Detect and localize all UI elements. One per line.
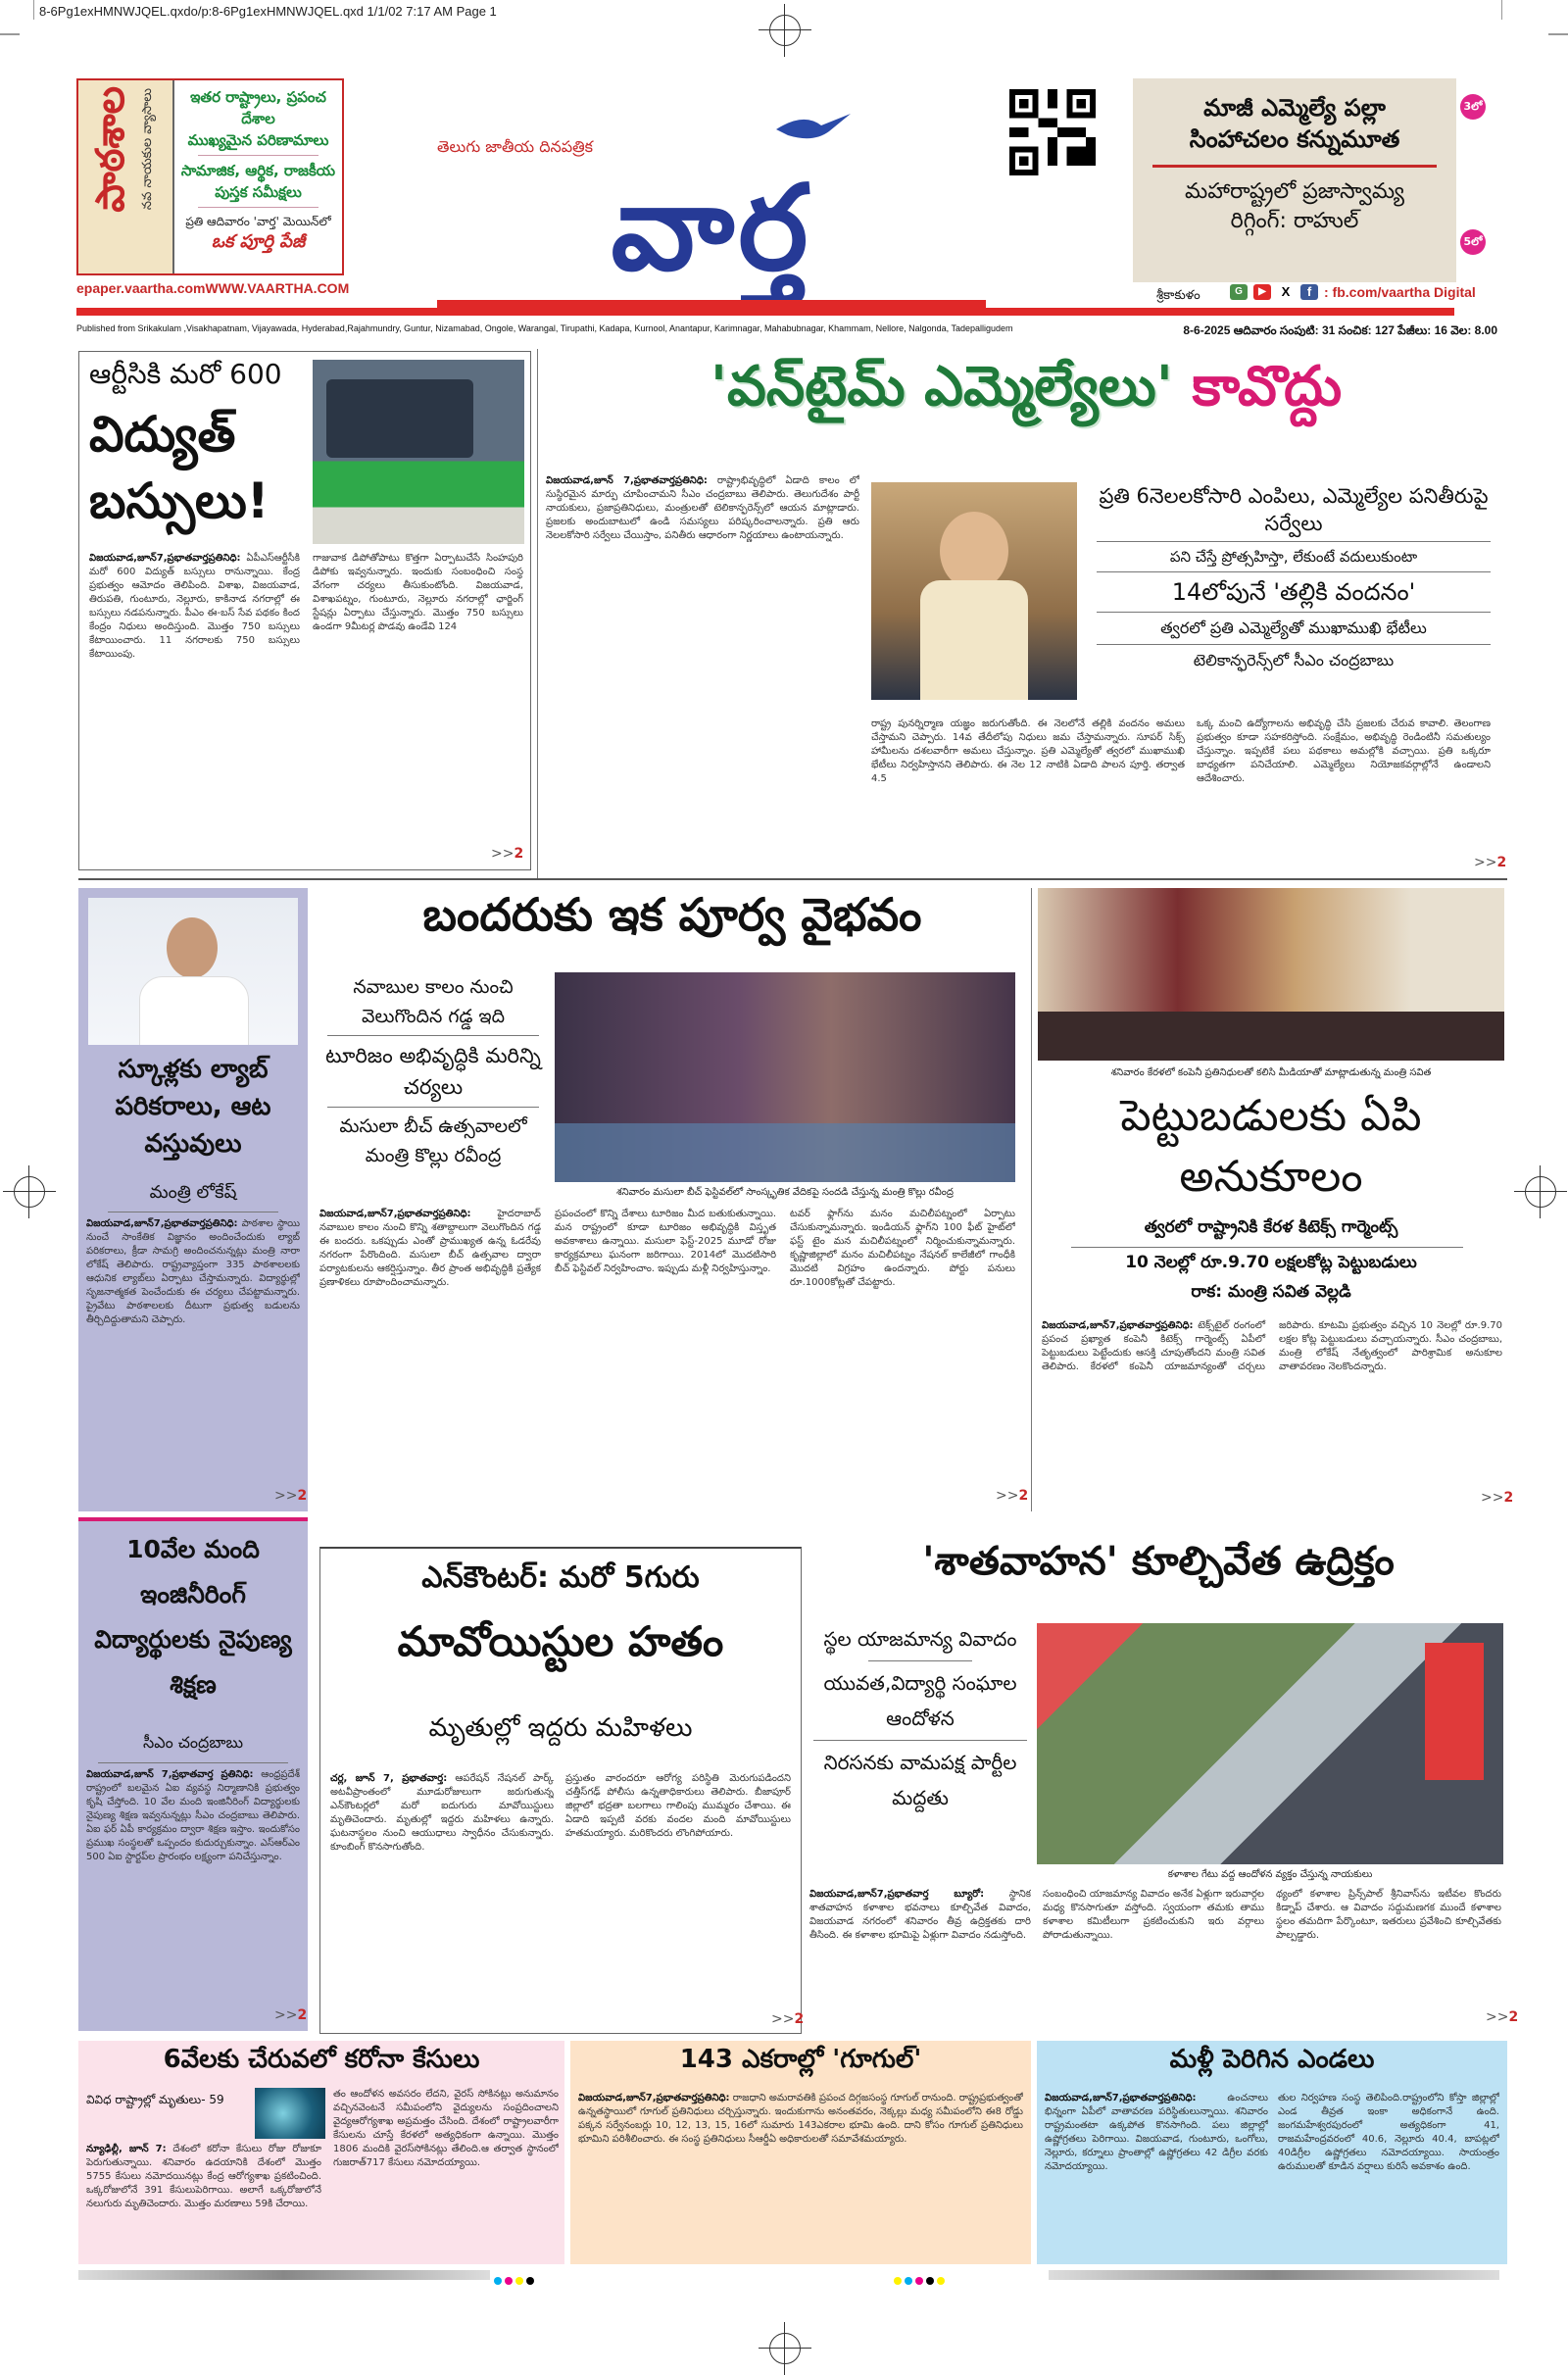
continued-marker[interactable]: >>2 [274, 2007, 308, 2023]
article-body: గాజువాక డిపోతోపాటు కొత్తగా ఏర్పాటుచేసే సింహపురి డిపోకు ఇవ్వనున్నారు. ఇందుకు సంబంధించి సంస్థ వేగంగా చర్యలు తీసుకుంటోంది. విజయవాడ, విశాఖపట్నం, గుంటూరు, నెల్లూరు నగరాల్లో ఛార్జింగ్ స్టేషన్లు ఏర్పాటు చేస్తున్నారు. మొత్తం 750 బస్సులు ఉండగా 9మీటర్ల పొడవు ఉండేవి 124 [313, 553, 523, 632]
article-kicker: ఆర్టీసికి మరో 600 [89, 358, 282, 390]
promo-line: ప్రతి ఆదివారం 'వార్త' మెయిన్‌లో [185, 215, 331, 228]
continued-marker[interactable]: >>2 [1486, 2009, 1519, 2025]
article-corona-cases [78, 2041, 564, 2264]
website-link[interactable]: WWW.VAARTHA.COM [205, 280, 350, 296]
lead-deck-1: ప్రతి 6నెలలకోసారి ఎంపిలు, ఎమ్మెల్యేల పనితీరుపై సర్వేలు [1099, 484, 1489, 535]
facebook-icon[interactable]: f [1300, 284, 1318, 300]
article-google-campus [570, 2041, 1031, 2264]
issue-info: 8-6-2025 ఆదివారం సంపుటి: 31 సంచిక: 127 పేజీలు: 16 వెల: 8.00 [1183, 323, 1497, 337]
protest-photo [1037, 1623, 1503, 1864]
article-dateline: న్యూఢిల్లీ, జూన్ 7: [86, 2144, 167, 2154]
article-dateline: విజయవాడ,జూన్7,ప్రభాతవార్తప్రతినిధి: [578, 2093, 730, 2103]
color-bar-right [1049, 2270, 1499, 2280]
corona-deck: వివిధ రాష్ట్రాల్లో మృతులు- 59 [86, 2093, 224, 2106]
invest-deck-2: 10 నెలల్లో రూ.9.70 లక్షలకోట్ల పెట్టుబడులు [1125, 1253, 1417, 1272]
article-dateline: చర్ల, జూన్ 7, ప్రభాతవార్త: [330, 1773, 448, 1784]
continued-marker[interactable]: >>2 [1474, 855, 1507, 870]
article-body: ఆపరేషన్ నేషనల్ పార్క్ అటవీప్రాంతంలో మూడురోజులుగా జరుగుతున్న ఎన్‌కౌంటర్లలో మరో ఐదుగురు మావోయిస్టులు మృతిచెందారు. మృతుల్లో ఇద్దరు మహిళలు ఉన్నారు. ఘటనాస్థలం నుంచి ఆయుధాలు స్వాధీనం చేసుకున్నారు. కూంబింగ్ కొనసాగుతోంది. [330, 1773, 554, 1853]
printer-slug: 8-6Pg1exHMNWJQEL.qxdo/p:8-6Pg1exHMNWJQEL.qxd 1/1/02 7:17 AM Page 1 [39, 4, 497, 19]
article-body: రాష్ట్ర పునర్నిర్మాణ యజ్ఞం జరుగుతోంది. ఈ నెలలోనే తల్లికి వందనం అమలు చేస్తామని చెప్పారు. 14వ తేదీలోపు నిధులు జమ చేస్తామన్నారు. సూపర్ సిక్స్ హామీలను దశలవారీగా అమలు చేస్తున్నాం. ప్రతి ఎమ్మెల్యేతో త్వరలో ముఖాముఖి భేటీలు నిర్వహిస్తానని తెలిపారు. ఈ నెల 12 నాటికి ఏడాది పాలన పూర్తి. తర్వాత 4.5 [871, 718, 1185, 784]
epaper-link[interactable]: epaper.vaartha.com [76, 280, 206, 296]
article-body: తం ఆందోళన అవసరం లేదని, వైరస్ సోకినట్లు అనుమానం వచ్చినవెంటనే సమీపంలోని వైద్యులను సంప్రదించాలని వైద్యఆరోగ్యశాఖ అప్రమత్తం చేసింది. దేశంలో రాష్ట్రాలవారీగా కేసులను చూస్తే కేరళలో అత్యధికంగా ఉన్నాయి. మొత్తం 1806 మందికి వైరస్‌సోకినట్లు తేలింది.ఆ తర్వాత స్థానంలో గుజరాత్717 కేసులు నమోదయ్యాయి. [333, 2089, 559, 2168]
social-links [1230, 284, 1476, 300]
promo-side-title: పాఠశాల [88, 86, 133, 213]
bandar-deck-3: మసులా బీచ్ ఉత్సవాలలో మంత్రి కొల్లు రవీంద్ర [339, 1115, 527, 1166]
satavahana-deck-1: స్థల యాజమాన్య వివాదం [823, 1627, 1017, 1651]
article-dateline: విజయవాడ,జూన్7,ప్రభాతవార్తప్రతినిధి: [1042, 1320, 1194, 1331]
google-news-icon[interactable]: G [1230, 284, 1248, 300]
logo-underline [437, 300, 986, 308]
lead-deck-2: పని చేస్తే ప్రోత్సహిస్తా, లేకుంటే వదులుకుంటా [1169, 548, 1418, 566]
electric-bus-photo [313, 360, 524, 544]
promo-line: ఇతర రాష్ట్రాలు, ప్రపంచ దేశాల [190, 88, 326, 127]
minister-lokesh-photo [88, 898, 298, 1045]
article-body: హైదరాబాద్ నవాబుల కాలం నుంచి కొన్ని శతాబ్దాలుగా వెలుగొందిన గడ్డ ఈ బందరు. ఒకప్పుడు ఎంతో ప్రాముఖ్యత ఉన్న ఓడరేవు నగరంగా పేరొందింది. మసులా బీచ్ ఉత్సవాల ద్వారా పర్యాటకులను ఆకర్షిస్తున్నాం. తీర ప్రాంత అభివృద్ధికి ప్రత్యేక ప్రణాళికలు రూపొందించామన్నారు. [319, 1209, 541, 1288]
encounter-headline-1: ఎన్‌కౌంటర్: మరో 5గురు [421, 1560, 700, 1595]
photo-caption: శనివారం మసులా బీచ్ ఫెస్టివల్‌లో సాంస్కృతిక వేదికపై సందడి చేస్తున్న మంత్రి కొల్లు రవీంద్ర [616, 1187, 954, 1198]
lead-deck-5: టెలికాన్ఫరెన్స్‌లో సీఎం చంద్రబాబు [1193, 651, 1395, 669]
published-from: Published from Srikakulam ,Visakhapatnam, Vijayawada, Hyderabad,Rajahmundry, Guntur, Nizamabad, Ongole, Warangal, Tirupathi, Kadapa, Kurnool, Anantapur, Karimnagar, Mahabubnagar, Khammam, Nellore, Nalgonda, Tadepalligudem [76, 323, 1013, 333]
photo-caption: శనివారం కేరళలో కంపెనీ ప్రతినిధులతో కలిసి మీడియాతో మాట్లాడుతున్న మంత్రి సవిత [1110, 1067, 1432, 1078]
article-dateline: విజయవాడ,జూన్7,ప్రభాతవార్తప్రతినిధి: [1045, 2093, 1197, 2103]
crop-line [1548, 33, 1568, 35]
bandar-deck-1: నవాబుల కాలం నుంచి వెలుగొందిన గడ్డ ఇది [353, 976, 514, 1027]
crop-line [1501, 0, 1502, 20]
article-dateline: విజయవాడ,జూన్7,ప్రభాతవార్త బ్యూరో: [809, 1889, 985, 1900]
beach-festival-photo [555, 972, 1015, 1182]
satavahana-deck-2: యువత,విద్యార్థి సంఘాల ఆందోళన [823, 1671, 1017, 1730]
promo-side-subtitle: నవ నాయకుల వ్యాసాలు [140, 88, 155, 211]
article-body: ప్రస్తుతం వారందరూ ఆరోగ్య పరిస్థితి మెరుగుపడిందని చత్తీస్‌గఢ్ పోలీసు ఉన్నతాధికారులు తెలిపారు. బీజాపూర్ జిల్లాలో భద్రతా బలగాలు గాలింపు ముమ్మరం చేశాయి. ఈ ఏడాది ఇప్పటి వరకు వందల మంది మావోయిస్టులు హతమయ్యారు. మరికొందరు లొంగిపోయారు. [565, 1773, 791, 1839]
lead-headline-magenta: కావొద్దు [1192, 355, 1343, 419]
teaser-item-2[interactable]: మహారాష్ట్రలో ప్రజాస్వామ్య రిగ్గింగ్: రాహుల్ [1184, 179, 1404, 233]
dove-icon [774, 110, 853, 143]
article-body: ఆంధ్రప్రదేశ్ రాష్ట్రంలో బలమైన ఏఐ వ్యవస్థ నిర్మాణానికి ప్రభుత్వం కృషి చేస్తోంది. 10 వేల మంది ఇంజినీరింగ్ విద్యార్థులకు నైపుణ్య శిక్షణ ఇవ్వనున్నట్లు సీఎం చంద్రబాబు తెలిపారు. ఏఐ ఫర్ ఏపీ కార్యక్రమం ద్వారా శిక్షణ ఇస్తాం. ఇందుకోసం ప్రముఖ సంస్థలతో ఒప్పందం కుదుర్చుకున్నాం. ఎస్ఆర్ఎం 500 ఏఐ స్టార్టప్‌ల ప్రారంభం లక్ష్యంగా పనిచేస్తున్నాం. [86, 1769, 300, 1862]
article-encounter [319, 1547, 805, 2034]
inside-pages-teaser[interactable] [1133, 78, 1456, 282]
article-body: తుల నిర్వహణ సంస్థ తెలిపింది.రాష్ట్రంలోని కోస్తా జిల్లాల్లో ఎండ తీవ్రత ఇంకా అధికంగానే ఉంది. జంగమహేశ్వరపురంలో అత్యధికంగా 41, రాజమహేంద్రవరంలో 40.6, నెల్లూరు 40.4, బాపట్లలో 40డిగ్రీల ఉష్ణోగ్రతలు నమోదయ్యాయి. సాయంత్రం ఉరుములతో కూడిన వర్షాలు కురిసే అవకాశం ఉంది. [1278, 2093, 1499, 2172]
logo-text: వార్త [611, 161, 812, 297]
page-badge: 5లో [1460, 229, 1486, 255]
encounter-deck: మృతుల్లో ఇద్దరు మహిళలు [428, 1713, 693, 1743]
lead-headline-green: 'వన్‌టైమ్ ఎమ్మెల్యేలు' [710, 355, 1173, 419]
article-engineering-training [78, 1521, 308, 2031]
article-heat-wave [1037, 2041, 1507, 2264]
promo-line: సామాజిక, ఆర్థిక, రాజకీయ [180, 162, 336, 179]
facebook-handle[interactable]: : fb.com/vaartha Digital [1324, 284, 1476, 300]
article-dateline: విజయవాడ,జూన్7,ప్రభాతవార్తప్రతినిధి: [86, 1218, 238, 1229]
virus-image [255, 2088, 325, 2139]
article-body: రాజధాని అమరావతికి ప్రపంచ దిగ్గజసంస్థ గూగుల్ రానుంది. రాష్ట్రప్రభుత్వంతో ఉన్నతస్థాయిలో గూగుల్ ప్రతినిధులు చర్చిస్తున్నారు. ఇందుకుగాను అనంతవరం, నెక్కల్లు మధ్య సమీపంలోని ఈ8 రోడ్డు పక్కన సర్వేనంబర్లు 10, 12, 13, 15, 16లో సుమారు 143ఎకరాల భూమి ఉంది. దాని కోసం గూగుల్ ప్రతినిధులు భూమిని పరిశీలించారు. ఈ సంస్థ ప్రతినిధులు సీఆర్డీఏ అధికారులతో సమావేశమయ్యారు. [578, 2093, 1023, 2145]
edition-city: శ్రీకాకుళం [1156, 288, 1200, 303]
article-dateline: విజయవాడ,జూన్ 7,ప్రభాతవార్త ప్రతినిధి: [86, 1769, 254, 1780]
registration-mark-top [769, 15, 801, 46]
article-school-labs [78, 888, 308, 1511]
crop-line [33, 0, 34, 20]
continued-marker[interactable]: >>2 [996, 1488, 1029, 1504]
article-body: టెక్స్‌టైల్ రంగంలో ప్రపంచ ప్రఖ్యాత కంపెనీ కిటెక్స్ గార్మెంట్స్ ఏపీలో పెట్టుబడులు పెట్టేందుకు ఆసక్తి చూపుతోందని మంత్రి సవిత తెలిపారు. కేరళలో కంపెనీ యాజమాన్యంతో చర్చలు జరిపారు. కూటమి ప్రభుత్వం వచ్చిన 10 నెలల్లో రూ.9.70 లక్షల కోట్ల పెట్టుబడులు వచ్చాయన్నారు. సీఎం చంద్రబాబు, మంత్రి లోకేష్ నేతృత్వంలో పారిశ్రామిక అనుకూల వాతావరణం నెలకొందన్నారు. [1042, 1320, 1502, 1372]
article-body: ఏపీఎస్ఆర్టీసీకి మరో 600 విద్యుత్ బస్సులు రానున్నాయి. కేంద్ర ప్రభుత్వం ఆమోదం తెలిపింది. విశాఖ, విజయవాడ, తిరుపతి, గుంటూరు, నెల్లూరు, కాకినాడ నగరాల్లో ఈ బస్సులు నడపనున్నారు. పీఎం ఈ-బస్ సేవ పథకం కింద కేంద్రం నిధులు అందిస్తుంది. మొత్తం 750 బస్సులు కేటాయించారు. 11 నగరాలకు 750 బస్సులు కేటాయింపు. [89, 553, 300, 660]
article-body: పాఠశాల స్థాయి నుంచే సాంకేతిక విజ్ఞానం అందించేందుకు ల్యాబ్ పరికరాలు, క్రీడా సామగ్రి అందించనున్నట్లు మంత్రి నారా లోకేష్ తెలిపారు. రాష్ట్రవ్యాప్తంగా 335 పాఠశాలలకు ఆధునిక ల్యాబ్‌లు ఏర్పాటు చేస్తామన్నారు. విద్యార్థుల్లో సృజనాత్మకత పెంచేందుకు ఈ చర్యలు చేపట్టామన్నారు. ప్రైవేటు పాఠశాలలకు దీటుగా ప్రభుత్వ బడులను తీర్చిదిద్దుతామని చెప్పారు. [86, 1218, 300, 1325]
promo-line: పుస్తక సమీక్షలు [215, 183, 302, 201]
photo-caption: కళాశాల గేటు వద్ద ఆందోళన వ్యక్తం చేస్తున్న నాయకులు [1167, 1869, 1373, 1880]
article-bandar-tourism [319, 888, 1029, 1511]
encounter-headline-2: మావోయిస్టుల హతం [397, 1617, 724, 1665]
article-body: స్థానిక శాతవాహన కళాశాల భవనాలు కూల్చివేత వివాదం, విజయవాడ నగరంలో శనివారం తీవ్ర ఉద్రిక్తతకు దారి తీసింది. ఈ కళాశాల భూమిపై ఏళ్లుగా వివాదం నడుస్తోంది. [809, 1889, 1031, 1941]
registration-mark-left [14, 1176, 45, 1208]
article-body: టవర్ ఫ్లాగ్‌ను మనం మచిలీపట్నంలో ఏర్పాటు చేసుకున్నామన్నారు. ఇండియన్ ఫ్లాగ్‌ని 100 ఫీట్ హైట్‌లో ఫస్ట్ టైం మన మచిలీపట్నంలో నిర్మించుకున్నామన్నారు. కృష్ణాజిల్లాలో మనం మచిలీపట్నం నేషనల్ కాలేజీలో గాంధీకి మొదటి విగ్రహం ఉందన్నారు. పోర్టు పనులు రూ.1000కోట్లతో చేపట్టారు. [790, 1209, 1015, 1288]
qr-code[interactable] [1009, 88, 1096, 176]
article-investments [1031, 888, 1514, 1511]
crop-line [0, 33, 20, 35]
continued-marker[interactable]: >>2 [1481, 1490, 1514, 1506]
continued-marker[interactable]: >>2 [771, 2011, 805, 2027]
article-headline: మళ్లీ పెరిగిన ఎండలు [1169, 2045, 1375, 2074]
article-byline: సీఎం చంద్రబాబు [142, 1733, 244, 1752]
masthead-rule [76, 308, 1454, 316]
promo-line: ఒక పూర్తి పేజీ [211, 231, 306, 252]
article-headline: 143 ఎకరాల్లో 'గూగుల్' [679, 2045, 922, 2074]
promo-side-panel [78, 80, 174, 273]
masthead-tagline: తెలుగు జాతీయ దినపత్రిక [437, 137, 593, 156]
bandar-deck-2: టూరిజం అభివృద్ధికి మరిన్ని చర్యలు [325, 1044, 541, 1099]
article-body: థ్యంలో కళాశాల ప్రిన్స్‌పాల్ శ్రీనివాస్‌ను ఇటీవల కొందరు కిడ్నాప్ చేశారు. ఆ వివాదం సద్దుమణగక ముందే కళాశాల స్థలం తమదిగా పేర్కొంటూ, ఇతరులు ప్రవేశించి కూల్చివేతకు పాల్పడ్డారు. [1276, 1889, 1501, 1941]
article-headline: 10వేల మంది ఇంజినీరింగ్ విద్యార్థులకు నైపుణ్య శిక్షణ [94, 1535, 292, 1699]
article-electric-buses [78, 351, 531, 870]
article-body: సంబంధించి యాజమాన్య వివాదం అనేక ఏళ్లుగా ఇరువార్గల మధ్య కొనసాగుతూ వస్తోంది. స్వయంగా తమకు తాము కళాశాల కమిటీలుగా ప్రకటించుకుని ఇరు వర్గాలు పోరాడుతున్నాయి. [1043, 1889, 1264, 1941]
registration-mark-bottom [769, 2333, 801, 2364]
invest-deck-3: రాక: మంత్రి సవిత వెల్లడి [1191, 1282, 1351, 1302]
page-badge: 3లో [1460, 94, 1486, 120]
article-body: ప్రపంచంలో కొన్ని దేశాలు టూరిజం మీద బతుకుతున్నాయి. మన రాష్ట్రంలో కూడా టూరిజం అభివృద్ధికి విస్తృత అవకాశాలు ఉన్నాయి. మసులా ఫెస్ట్-2025 మూడో రోజు కార్యక్రమాలు ఘనంగా జరిగాయి. 2014లో మొదటిసారి బీచ్ ఫెస్టివల్ నిర్వహించాం. ఇప్పుడు మళ్లీ నిర్వహిస్తున్నాం. [555, 1209, 776, 1274]
article-dateline: విజయవాడ,జూన్7,ప్రభాతవార్తప్రతినిధి: [89, 553, 241, 564]
teaser-item-1[interactable]: మాజీ ఎమ్మెల్యే పల్లా సింహాచలం కన్నుమూత [1189, 94, 1400, 153]
color-bar-left [78, 2270, 490, 2280]
article-headline: స్కూళ్లకు ల్యాబ్ పరికరాలు, ఆట వస్తువులు [115, 1055, 271, 1159]
continued-marker[interactable]: >>2 [491, 846, 524, 862]
lead-deck-3: 14లోపునే 'తల్లికి వందనం' [1171, 578, 1416, 606]
article-body: రాష్ట్రాభివృద్ధిలో ఏడాది కాలం లో సుస్థిరమైన మార్పు చూపించామని సీఎం చంద్రబాబు తెలిపారు. తెలుగుదేశం పార్టీ నాయకులు, ప్రజాప్రతినిధులు, మంత్రులతో టెలికాన్ఫరెన్స్‌లో ఆయన మాట్లాడారు. ప్రజలకు అందుబాటులో ఉండి సమస్యలు పరిష్కరించాలన్నారు. ప్రతి ఆరు నెలలకోసారి సర్వేలు చేయిస్తాం, పనితీరు ఆధారంగా నిర్ణయాలు ఉంటాయన్నారు. [546, 475, 859, 541]
color-swatches [894, 2270, 948, 2289]
vaartha-logo [437, 159, 986, 300]
minister-savitha-photo [1038, 888, 1504, 1061]
article-dateline: విజయవాడ,జూన్ 7,ప్రభాతవార్తప్రతినిధి: [546, 475, 708, 486]
article-headline: 'శాతవాహన' కూల్చివేత ఉద్రిక్తం [922, 1539, 1395, 1584]
article-byline: మంత్రి లోకేష్ [149, 1182, 237, 1203]
article-headline: బందరుకు ఇక పూర్వ వైభవం [422, 888, 922, 941]
article-headline: పెట్టుబడులకు ఏపి అనుకూలం [1120, 1091, 1422, 1202]
article-lead-one-time-mlas [537, 349, 1508, 878]
article-satavahana-demolition [809, 1539, 1519, 2031]
article-body: దేశంలో కరోనా కేసులు రోజు రోజుకూ పెరుగుతున్నాయి. శనివారం ఉదయానికి దేశంలో మొత్తం 5755 కేసులు నమోదయినట్లు కేంద్ర ఆరోగ్యశాఖ ప్రకటించింది. ఒక్కరోజులోనే 391 కేసులుపెరిగాయి. అలాగే ఒక్కరోజులోనే నలుగురు మృతిచెందారు. మొత్తం మరణాలు 59కి చేరాయి. [86, 2144, 321, 2209]
invest-deck-1: త్వరలో రాష్ట్రానికి కేరళ కిటెక్స్ గార్మెంట్స్ [1144, 1217, 1398, 1237]
chief-minister-photo [871, 482, 1077, 700]
continued-marker[interactable]: >>2 [274, 1488, 308, 1504]
registration-mark-right [1525, 1176, 1556, 1208]
color-swatches [494, 2270, 537, 2289]
x-icon[interactable]: X [1277, 284, 1295, 300]
satavahana-deck-3: నిరసనకు వామపక్ష పార్టీల మద్దతు [823, 1751, 1017, 1809]
article-dateline: విజయవాడ,జూన్7,ప్రభాతవార్తప్రతినిధి: [319, 1209, 471, 1219]
lead-deck-4: త్వరలో ప్రతి ఎమ్మెల్యేతో ముఖాముఖి భేటీలు [1160, 618, 1427, 637]
article-body: ఒక్క మంచి ఉద్యోగాలను అభివృద్ధి చేసి ప్రజలకు చేరువ కావాలి. తెలంగాణ ప్రభుత్వం కూడా సహకరిస్తోంది. సంక్షేమం, అభివృద్ధి రెండింటినీ సమతుల్యం చేస్తున్నాం. ఇప్పటికే పలు పథకాలు అమల్లోకి వచ్చాయి. ప్రతి ఒక్కరూ బాధ్యతగా పనిచేయాలి. ఎమ్మెల్యేలు నియోజకవర్గాల్లోనే ఉండాలని ఆదేశించారు. [1197, 718, 1491, 784]
sunday-feature-promo [76, 78, 344, 275]
article-body: ఉంచనాలు భిన్నంగా ఏపీలో వాతావరణ పరిస్థితులున్నాయి. శనివారం రాష్ట్రమంతటా ఉక్కపోత కొనసాగింది. పలు జిల్లాల్లో ఉష్ణోగ్రతలు పెరిగాయి. విజయవాడ, గుంటూరు, ఒంగోలు, నెల్లూరు, కర్నూలు ప్రాంతాల్లో ఉష్ణోగ్రతలు 42 డిగ్రీల వరకు నమోదయ్యాయి. [1045, 2093, 1268, 2172]
promo-line: ముఖ్యమైన పరిణామాలు [187, 131, 329, 149]
article-headline: విద్యుత్ బస్సులు! [89, 406, 270, 529]
article-headline: 6వేలకు చేరువలో కరోనా కేసులు [163, 2045, 480, 2074]
youtube-icon[interactable]: ▶ [1253, 284, 1271, 300]
